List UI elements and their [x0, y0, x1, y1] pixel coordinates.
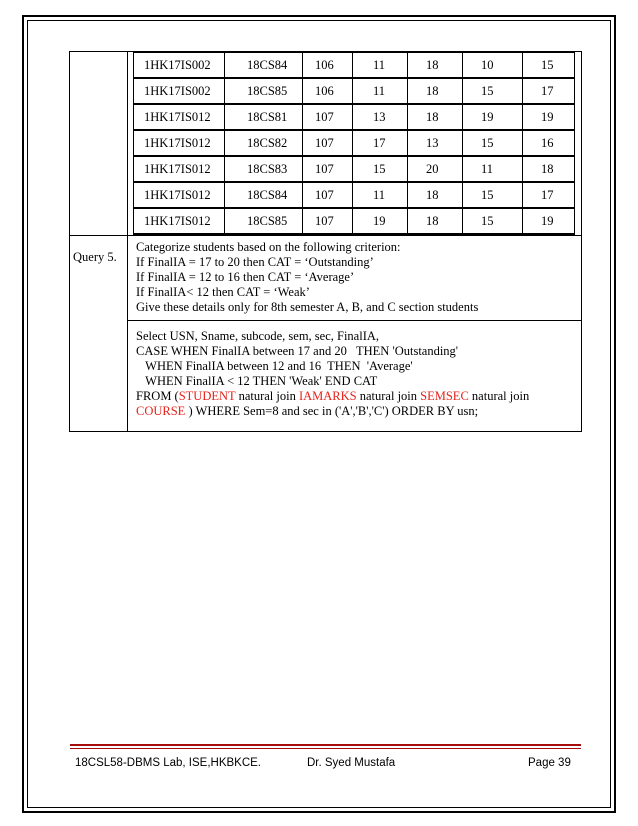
- test2-cell: 18: [408, 78, 463, 104]
- test1-cell: 11: [353, 53, 408, 79]
- footer-author: Dr. Syed Mustafa: [307, 757, 396, 769]
- criteria-line: Give these details only for 8th semester A, B, and C section students: [136, 300, 479, 314]
- table-row: [134, 208, 575, 234]
- test3-cell: 15: [463, 182, 523, 208]
- usn-cell: 1HK17IS012: [134, 130, 225, 156]
- sql-query: [128, 321, 581, 431]
- finalia-cell: 18: [523, 156, 575, 182]
- sem-cell: 107: [303, 182, 353, 208]
- sem-cell: 107: [303, 156, 353, 182]
- sql-line-from: [136, 389, 581, 404]
- table-row: [134, 156, 575, 182]
- table-row: [134, 78, 575, 104]
- sem-cell: 107: [303, 104, 353, 130]
- sql-where-clause: ) WHERE Sem=8 and sec in ('A','B','C') ORDER BY usn;: [185, 404, 479, 418]
- query-label-cell: [70, 236, 128, 432]
- test2-cell: 18: [408, 182, 463, 208]
- usn-cell: 1HK17IS002: [134, 53, 225, 79]
- test2-cell: 18: [408, 208, 463, 234]
- sql-line: CASE WHEN FinalIA between 17 and 20 THEN 'Outstanding': [136, 344, 459, 358]
- test2-cell: 20: [408, 156, 463, 182]
- table-row: [134, 130, 575, 156]
- test1-cell: 11: [353, 78, 408, 104]
- subcode-cell: 18CS83: [225, 156, 303, 182]
- sql-join: natural join: [235, 389, 299, 403]
- table-row: [134, 53, 575, 79]
- sql-join: natural join: [468, 389, 530, 403]
- query-table: [69, 51, 582, 432]
- sql-row: [70, 321, 582, 432]
- query-label: Query 5.: [73, 250, 117, 264]
- test3-cell: 10: [463, 53, 523, 79]
- test3-cell: 15: [463, 208, 523, 234]
- finalia-cell: 19: [523, 104, 575, 130]
- results-cell: [128, 52, 582, 236]
- test3-cell: 15: [463, 78, 523, 104]
- criteria-line: If FinalIA< 12 then CAT = ‘Weak’: [136, 285, 310, 299]
- usn-cell: 1HK17IS012: [134, 104, 225, 130]
- finalia-cell: 19: [523, 208, 575, 234]
- sql-line: Select USN, Sname, subcode, sem, sec, FinalIA,: [136, 329, 380, 343]
- criteria-line: If FinalIA = 12 to 16 then CAT = ‘Average’: [136, 270, 355, 284]
- sql-line: WHEN FinalIA < 12 THEN 'Weak' END CAT: [136, 374, 378, 388]
- test2-cell: 18: [408, 104, 463, 130]
- sql-cell: [128, 321, 582, 432]
- criteria-line: If FinalIA = 17 to 20 then CAT = ‘Outstanding’: [136, 255, 374, 269]
- query-row: [70, 236, 582, 321]
- criteria-cell: [128, 236, 582, 321]
- subcode-cell: 18CS85: [225, 78, 303, 104]
- footer-rule: [70, 744, 581, 746]
- test3-cell: 11: [463, 156, 523, 182]
- sem-cell: 107: [303, 130, 353, 156]
- test1-cell: 17: [353, 130, 408, 156]
- subcode-cell: 18CS84: [225, 182, 303, 208]
- test1-cell: 13: [353, 104, 408, 130]
- criteria-line: Categorize students based on the following criterion:: [136, 240, 401, 254]
- finalia-cell: 15: [523, 53, 575, 79]
- subcode-cell: 18CS85: [225, 208, 303, 234]
- footer-rule-thin: [70, 748, 581, 749]
- footer-course: 18CSL58-DBMS Lab, ISE,HKBKCE.: [75, 757, 261, 769]
- test2-cell: 13: [408, 130, 463, 156]
- subcode-cell: 18CS82: [225, 130, 303, 156]
- empty-label-cell: [70, 52, 128, 236]
- sql-join: natural join: [356, 389, 421, 403]
- footer-page-number: Page 39: [528, 757, 571, 769]
- sem-cell: 106: [303, 78, 353, 104]
- query-criteria: [128, 236, 581, 320]
- marks-results-table: [133, 52, 575, 235]
- finalia-cell: 16: [523, 130, 575, 156]
- subcode-cell: 18CS81: [225, 104, 303, 130]
- results-row: [70, 52, 582, 236]
- sem-cell: 107: [303, 208, 353, 234]
- test3-cell: 19: [463, 104, 523, 130]
- subcode-cell: 18CS84: [225, 53, 303, 79]
- usn-cell: 1HK17IS012: [134, 208, 225, 234]
- usn-cell: 1HK17IS002: [134, 78, 225, 104]
- usn-cell: 1HK17IS012: [134, 156, 225, 182]
- sql-line-where: [136, 404, 581, 419]
- sem-cell: 106: [303, 53, 353, 79]
- table-row: [134, 182, 575, 208]
- test3-cell: 15: [463, 130, 523, 156]
- sql-table-course: COURSE: [136, 404, 186, 418]
- test2-cell: 18: [408, 53, 463, 79]
- finalia-cell: 17: [523, 182, 575, 208]
- table-row: [134, 104, 575, 130]
- usn-cell: 1HK17IS012: [134, 182, 225, 208]
- test1-cell: 19: [353, 208, 408, 234]
- sql-table-semsec: SEMSEC: [420, 389, 469, 403]
- sql-line: WHEN FinalIA between 12 and 16 THEN 'Average': [136, 359, 413, 373]
- sql-from-keyword: FROM (: [136, 389, 179, 403]
- finalia-cell: 17: [523, 78, 575, 104]
- test1-cell: 11: [353, 182, 408, 208]
- sql-table-iamarks: IAMARKS: [298, 389, 357, 403]
- sql-table-student: STUDENT: [178, 389, 236, 403]
- test1-cell: 15: [353, 156, 408, 182]
